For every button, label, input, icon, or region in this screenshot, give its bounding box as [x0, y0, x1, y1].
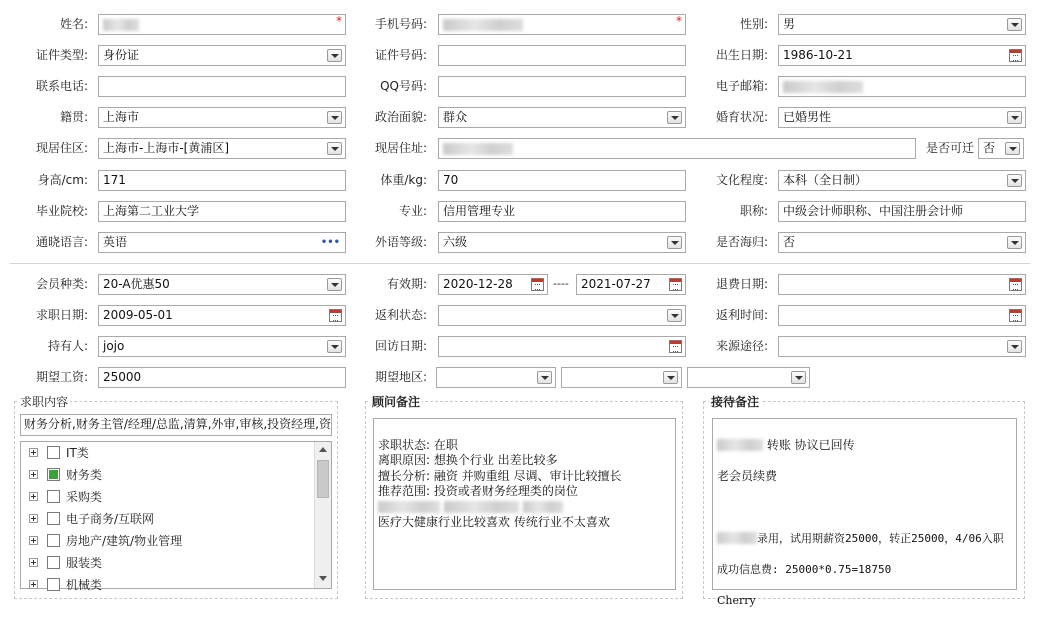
visit-date-label: 回访日期:	[374, 339, 427, 353]
salary-field[interactable]: 25000	[98, 367, 346, 388]
tree-item-label: IT类	[66, 446, 89, 460]
chevron-down-icon[interactable]	[1007, 18, 1022, 31]
calendar-icon[interactable]	[669, 340, 682, 353]
required-marker: *	[676, 14, 682, 28]
calendar-icon[interactable]	[1009, 278, 1022, 291]
salary-label: 期望工资:	[35, 370, 88, 384]
education-select[interactable]: 本科（全日制）	[778, 170, 1026, 191]
job-content-title: 求职内容	[20, 395, 69, 409]
phone-field[interactable]	[98, 76, 346, 97]
id-type-label: 证件类型:	[35, 48, 88, 62]
tree-item[interactable]	[21, 574, 313, 596]
id-no-field[interactable]	[438, 45, 686, 66]
advisor-notes-textarea[interactable]	[373, 418, 676, 590]
refund-date-label: 退费日期:	[715, 277, 768, 291]
weight-field[interactable]: 70	[438, 170, 686, 191]
reception-line-2: 老会员续费	[717, 468, 778, 483]
tree-item[interactable]	[21, 508, 313, 530]
valid-to-field[interactable]: 2021-07-27	[576, 274, 686, 295]
expand-icon[interactable]	[29, 492, 38, 501]
qq-field[interactable]	[438, 76, 686, 97]
relocate-label: 是否可迁	[925, 141, 974, 155]
calendar-icon[interactable]	[329, 309, 342, 322]
date-range-separator: ----	[553, 277, 569, 290]
checkbox[interactable]	[47, 468, 60, 481]
scrollbar-thumb[interactable]	[317, 460, 329, 498]
chevron-down-icon[interactable]	[327, 49, 342, 62]
valid-label: 有效期:	[386, 277, 427, 291]
tree-item-label: 采购类	[66, 490, 103, 504]
reception-line-5: 成功信息费: 25000*0.75=18750	[717, 562, 892, 576]
section-divider	[10, 263, 1030, 264]
advisor-line: 擅长分析: 融资 并购重组 尽调、审计比较擅长	[378, 468, 622, 483]
chevron-down-icon[interactable]	[791, 371, 806, 384]
calendar-icon[interactable]	[1009, 49, 1022, 62]
advisor-line: 医疗大健康行业比较喜欢 传统行业不太喜欢	[378, 515, 610, 529]
language-label: 通晓语言:	[35, 235, 88, 249]
marital-label: 婚育状况:	[715, 110, 768, 124]
visit-date-field[interactable]	[438, 336, 686, 357]
reception-line-1: 转账 协议已回传	[717, 438, 1012, 454]
refund-date-field[interactable]	[778, 274, 1026, 295]
major-label: 专业:	[398, 204, 427, 218]
reception-notes-title: 接待备注	[711, 395, 760, 409]
job-date-field[interactable]: 2009-05-01	[98, 305, 346, 326]
tree-item-label: 财务类	[66, 468, 103, 482]
tree-item[interactable]	[21, 442, 313, 464]
tree-item-label: 房地产/建筑/物业管理	[66, 534, 183, 548]
politics-select[interactable]: 群众	[438, 107, 686, 128]
checkbox[interactable]	[47, 446, 60, 459]
holder-select[interactable]: jojo	[98, 336, 346, 357]
expand-icon[interactable]	[29, 580, 38, 589]
email-field[interactable]	[778, 76, 1026, 97]
language-field[interactable]: 英语 •••	[98, 232, 346, 253]
birth-label: 出生日期:	[715, 48, 768, 62]
job-summary-field[interactable]: 财务分析,财务主管/经理/总监,清算,外审,审核,投资经理,资	[20, 414, 332, 436]
chevron-down-icon[interactable]	[1005, 142, 1020, 155]
region-city-select[interactable]	[561, 367, 682, 388]
holder-label: 持有人:	[47, 339, 88, 353]
expand-icon[interactable]	[29, 536, 38, 545]
region-district-select[interactable]	[687, 367, 810, 388]
chevron-down-icon[interactable]	[327, 278, 342, 291]
chevron-down-icon[interactable]	[327, 340, 342, 353]
marital-select[interactable]: 已婚男性	[778, 107, 1026, 128]
advisor-line	[378, 500, 671, 516]
chevron-down-icon[interactable]	[1007, 111, 1022, 124]
expand-icon[interactable]	[29, 448, 38, 457]
phone-label: 联系电话:	[35, 79, 88, 93]
name-label: 姓名:	[59, 17, 88, 31]
checkbox[interactable]	[47, 512, 60, 525]
id-no-label: 证件号码:	[374, 48, 427, 62]
rebate-status-label: 返利状态:	[374, 308, 427, 322]
reception-line-4: 录用，试用期薪资25000，转正25000，4/06入职	[717, 531, 1012, 547]
gender-label: 性别:	[739, 17, 768, 31]
source-label: 来源途径:	[715, 339, 768, 353]
chevron-down-icon[interactable]	[667, 309, 682, 322]
tree-list	[21, 442, 313, 592]
redacted-email	[783, 81, 863, 93]
tree-item-label: 服装类	[66, 556, 103, 570]
checkbox[interactable]	[47, 556, 60, 569]
education-label: 文化程度:	[715, 173, 768, 187]
overseas-label: 是否海归:	[715, 235, 768, 249]
expand-icon[interactable]	[29, 558, 38, 567]
residence-select[interactable]: 上海市-上海市-[黄浦区]	[98, 138, 346, 159]
redacted-company	[717, 532, 757, 544]
native-label: 籍贯:	[59, 110, 88, 124]
advisor-lines	[378, 438, 671, 531]
member-type-select[interactable]: 20-A优惠50	[98, 274, 346, 295]
checkbox[interactable]	[47, 578, 60, 591]
job-category-tree	[20, 441, 332, 592]
qq-label: QQ号码:	[380, 79, 427, 93]
checkbox[interactable]	[47, 534, 60, 547]
tree-item[interactable]	[21, 486, 313, 508]
rebate-time-field[interactable]	[778, 305, 1026, 326]
redacted-text	[444, 501, 519, 513]
title-label: 职称:	[739, 204, 768, 218]
gender-select[interactable]: 男	[778, 14, 1026, 35]
chevron-down-icon[interactable]	[667, 236, 682, 249]
rebate-time-label: 返利时间:	[715, 308, 768, 322]
address-label: 现居住址:	[374, 141, 427, 155]
residence-label: 现居住区:	[35, 141, 88, 155]
expand-icon[interactable]	[29, 470, 38, 479]
vertical-scrollbar[interactable]	[314, 442, 331, 588]
address-field[interactable]	[438, 138, 916, 159]
chevron-down-icon[interactable]	[667, 111, 682, 124]
job-date-label: 求职日期:	[35, 308, 88, 322]
calendar-icon[interactable]	[531, 278, 544, 291]
chevron-down-icon[interactable]	[327, 142, 342, 155]
lang-level-select[interactable]: 六级	[438, 232, 686, 253]
calendar-icon[interactable]	[1009, 309, 1022, 322]
scroll-up-icon[interactable]	[319, 447, 327, 452]
school-label: 毕业院校:	[35, 204, 88, 218]
chevron-down-icon[interactable]	[327, 111, 342, 124]
mobile-field[interactable]	[438, 14, 686, 35]
school-field[interactable]: 上海第二工业大学	[98, 201, 346, 222]
redacted-text	[378, 501, 440, 513]
expand-icon[interactable]	[29, 514, 38, 523]
chevron-down-icon[interactable]	[663, 371, 678, 384]
lang-level-label: 外语等级:	[374, 235, 427, 249]
chevron-down-icon[interactable]	[1007, 340, 1022, 353]
tree-item[interactable]	[21, 464, 313, 486]
advisor-line: 离职原因: 想换个行业 出差比较多	[378, 453, 558, 467]
source-select[interactable]	[778, 336, 1026, 357]
tree-item[interactable]	[21, 552, 313, 574]
redacted-address	[443, 143, 513, 155]
advisor-line: 推荐范围: 投资或者财务经理类的岗位	[378, 484, 578, 498]
chevron-down-icon[interactable]	[1007, 174, 1022, 187]
member-type-label: 会员种类:	[35, 277, 88, 291]
native-select[interactable]: 上海市	[98, 107, 346, 128]
chevron-down-icon[interactable]	[1007, 236, 1022, 249]
redacted-name	[717, 439, 763, 451]
region-label: 期望地区:	[374, 370, 427, 384]
id-type-select[interactable]: 身份证	[98, 45, 346, 66]
height-label: 身高/cm:	[37, 173, 88, 187]
redacted-mobile	[443, 19, 523, 31]
advisor-line: 求职状态: 在职	[378, 437, 458, 452]
politics-label: 政治面貌:	[374, 110, 427, 124]
required-marker: *	[336, 14, 342, 28]
region-province-select[interactable]	[436, 367, 556, 388]
scroll-down-icon[interactable]	[319, 576, 327, 581]
tree-item[interactable]	[21, 530, 313, 552]
email-label: 电子邮箱:	[715, 79, 768, 93]
calendar-icon[interactable]	[669, 278, 682, 291]
birth-date-field[interactable]: 1986-10-21	[778, 45, 1026, 66]
title-field[interactable]: 中级会计师职称、中国注册会计师	[778, 201, 1026, 222]
weight-label: 体重/kg:	[380, 173, 427, 187]
mobile-label: 手机号码:	[374, 17, 427, 31]
name-field[interactable]	[98, 14, 346, 35]
reception-notes-textarea[interactable]	[712, 418, 1017, 607]
chevron-down-icon[interactable]	[537, 371, 552, 384]
relocate-select[interactable]: 否	[978, 138, 1024, 159]
more-icon[interactable]: •••	[320, 237, 340, 248]
redacted-text	[523, 501, 563, 513]
advisor-notes-title: 顾问备注	[372, 395, 421, 409]
major-field[interactable]: 信用管理专业	[438, 201, 686, 222]
reception-line-6: Cherry	[717, 593, 756, 607]
height-field[interactable]: 171	[98, 170, 346, 191]
tree-item-label: 机械类	[66, 578, 103, 592]
valid-from-field[interactable]: 2020-12-28	[438, 274, 548, 295]
overseas-select[interactable]: 否	[778, 232, 1026, 253]
checkbox[interactable]	[47, 490, 60, 503]
rebate-status-select[interactable]	[438, 305, 686, 326]
redacted-name	[103, 19, 139, 31]
tree-item-label: 电子商务/互联网	[66, 512, 155, 526]
